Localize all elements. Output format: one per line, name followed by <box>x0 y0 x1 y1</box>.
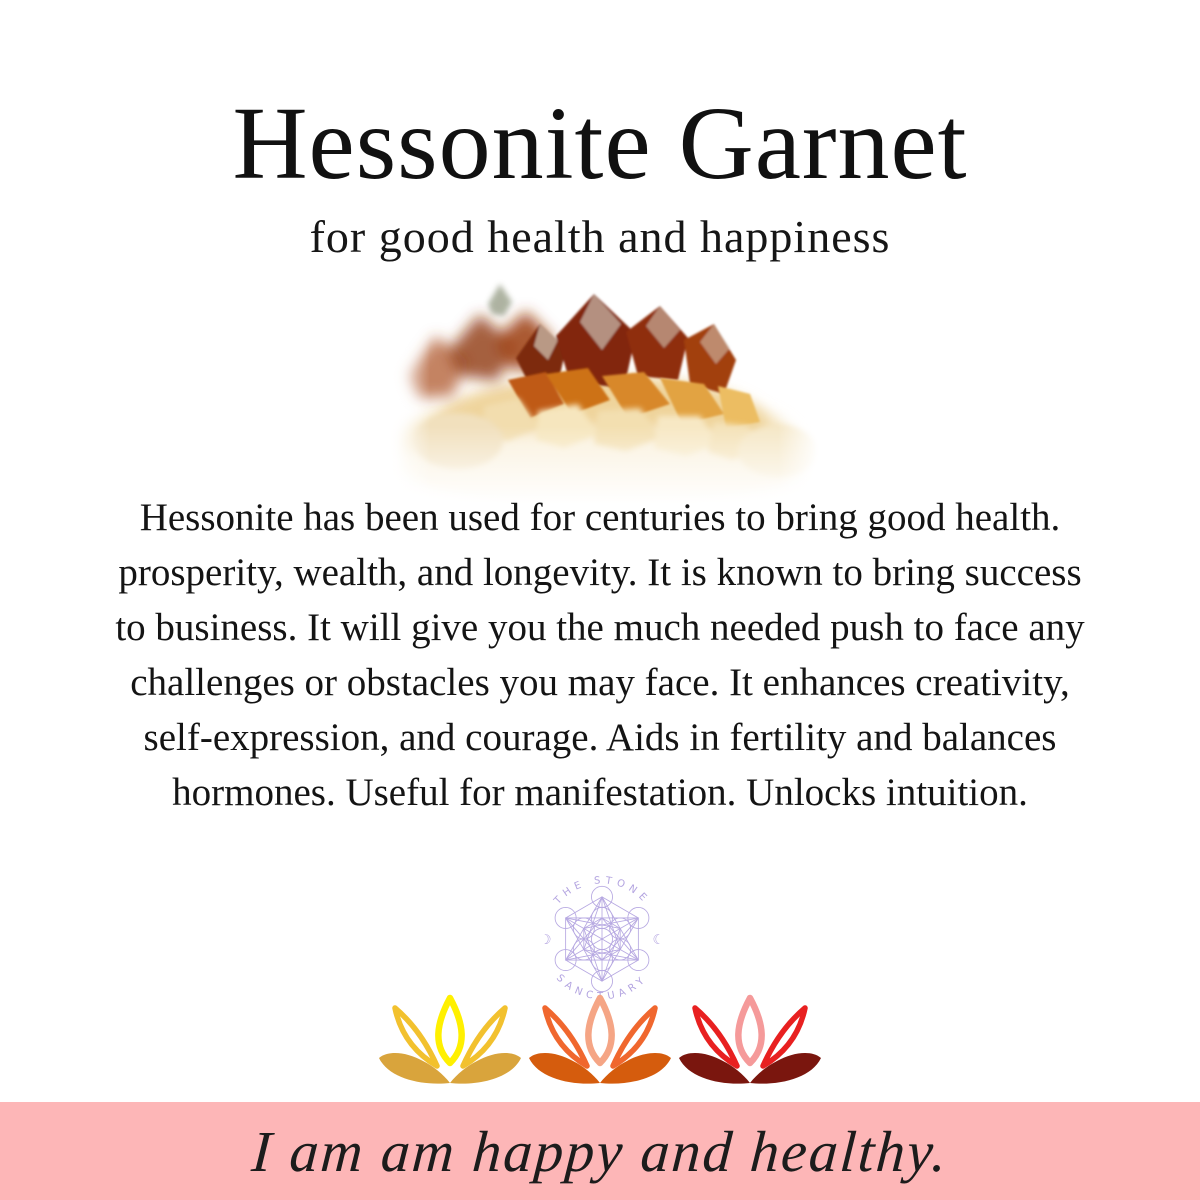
lotus-row <box>0 992 1200 1092</box>
crescent-moon-left-icon: ☽ <box>539 932 552 948</box>
logo-text-top: THE STONE <box>552 875 652 907</box>
yellow-lotus-icon <box>375 992 525 1092</box>
affirmation-banner <box>0 1102 1200 1200</box>
page-subtitle: for good health and happiness <box>309 211 891 262</box>
orange-lotus-icon <box>525 992 675 1092</box>
metatron-cube-icon <box>555 886 649 991</box>
red-lotus-icon <box>675 992 825 1092</box>
hessonite-crystal-photo <box>388 276 820 504</box>
description-paragraph: Hessonite has been used for centuries to bring good health. prosperity, wealth, and longevity. It is known to bring success to business. It will give you the much needed push to face any challenges or obstacles you may face. It enhances creativity, self-expression, and courage. Aids in fertility and balances hormones. Useful for manifestation. Unlocks intuition. <box>115 496 1085 814</box>
brand-logo <box>532 872 672 1006</box>
crescent-moon-right-icon: ☾ <box>652 932 665 948</box>
page-title: Hessonite Garnet <box>232 86 968 201</box>
affirmation-text: I am am happy and healthy. <box>249 1118 951 1184</box>
logo-text-bottom: SANCTUARY <box>553 972 651 1003</box>
